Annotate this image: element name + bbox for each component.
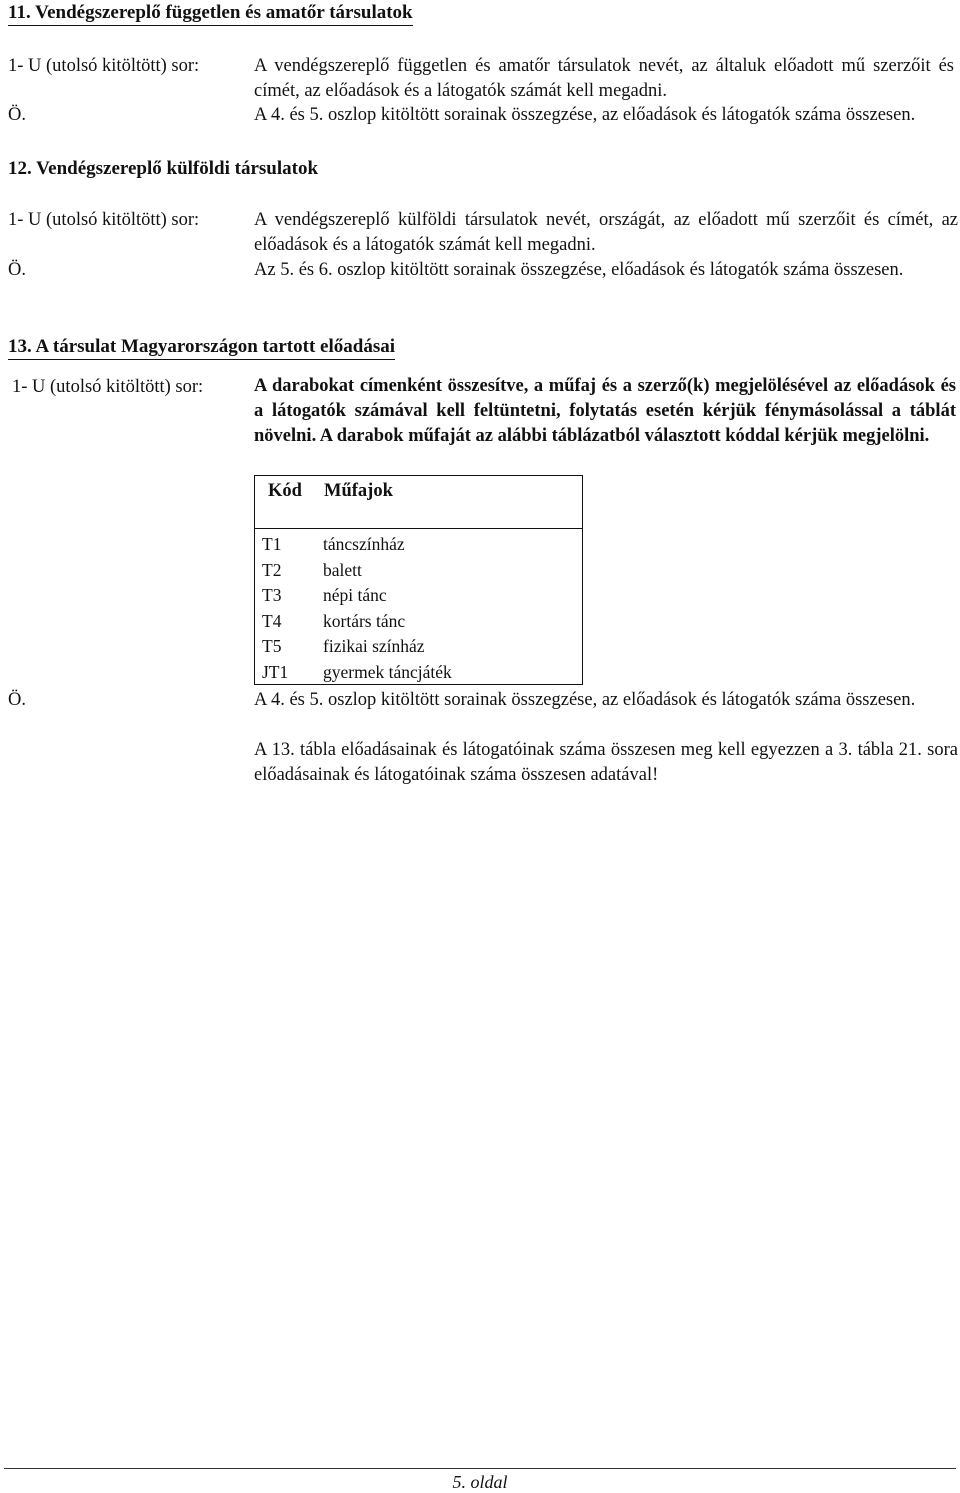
- section-13-row-text: A darabokat címenként összesítve, a műfaj és a szerző(k) megjelölésével az előadások és a látogatók számával kell feltüntetni, folytatás esetén kérjük fénymásolással a táblát növelni. A darabok műfaját az alábbi táblázatból választott kóddal kérjük megjelölni.: [254, 376, 956, 446]
- genre-code: JT1: [262, 661, 289, 682]
- page-number: 5. oldal: [452, 1472, 508, 1492]
- genre-name: fizikai színház: [323, 636, 425, 656]
- genre-code: T4: [262, 610, 282, 631]
- genre-code: T5: [262, 636, 282, 656]
- footer-rule: [4, 1468, 956, 1469]
- genre-code: T1: [262, 534, 282, 554]
- section-12-row-label: 1- U (utolsó kitöltött) sor:: [8, 210, 200, 230]
- section-11-total-text: A 4. és 5. oszlop kitöltött sorainak összegzése, az előadások és látogatók száma összesen.: [254, 105, 916, 125]
- section-13-note-text: A 13. tábla előadásainak és látogatóinak száma összesen meg kell egyezzen a 3. tábla 21. sora előadásainak és látogatóinak száma összesen adatával!: [254, 740, 958, 785]
- section-12-row-text: A vendégszereplő külföldi társulatok nevét, országát, az előadott mű szerzőit és címét, az előadások és a látogatók számát kell megadni.: [254, 210, 958, 255]
- section-11-row-text: A vendégszereplő független és amatőr társulatok nevét, az általuk előadott mű szerzőit és címét, az előadások és a látogatók számát kell megadni.: [254, 56, 954, 101]
- genre-table-body: [254, 529, 583, 685]
- genre-code: T2: [262, 559, 282, 580]
- genre-name: népi tánc: [323, 585, 387, 605]
- genre-name: táncszínház: [323, 534, 405, 554]
- genre-table-header-code: Kód: [268, 481, 302, 501]
- genre-table-header-genre: Műfajok: [324, 481, 393, 501]
- section-12-heading: 12. Vendégszereplő külföldi társulatok: [8, 158, 319, 179]
- genre-name: balett: [323, 559, 362, 580]
- genre-name: gyermek táncjáték: [323, 661, 452, 682]
- section-11-heading: 11. Vendégszereplő független és amatőr társulatok: [8, 1, 413, 26]
- genre-table-header: [254, 475, 583, 529]
- section-11-row-label: 1- U (utolsó kitöltött) sor:: [8, 56, 200, 76]
- section-12-total-text: Az 5. és 6. oszlop kitöltött sorainak összegzése, előadások és látogatók száma összesen.: [254, 260, 904, 280]
- section-13-total-text: A 4. és 5. oszlop kitöltött sorainak összegzése, az előadások és látogatók száma összesen.: [254, 690, 916, 710]
- genre-code: T3: [262, 585, 282, 605]
- section-12-total-label: Ö.: [8, 260, 26, 280]
- section-13-total-label: Ö.: [8, 690, 26, 710]
- section-11-total-label: Ö.: [8, 105, 26, 125]
- genre-name: kortárs tánc: [323, 610, 406, 631]
- section-13-row-label: 1- U (utolsó kitöltött) sor:: [12, 377, 204, 397]
- section-13-heading: 13. A társulat Magyarországon tartott előadásai: [8, 335, 395, 360]
